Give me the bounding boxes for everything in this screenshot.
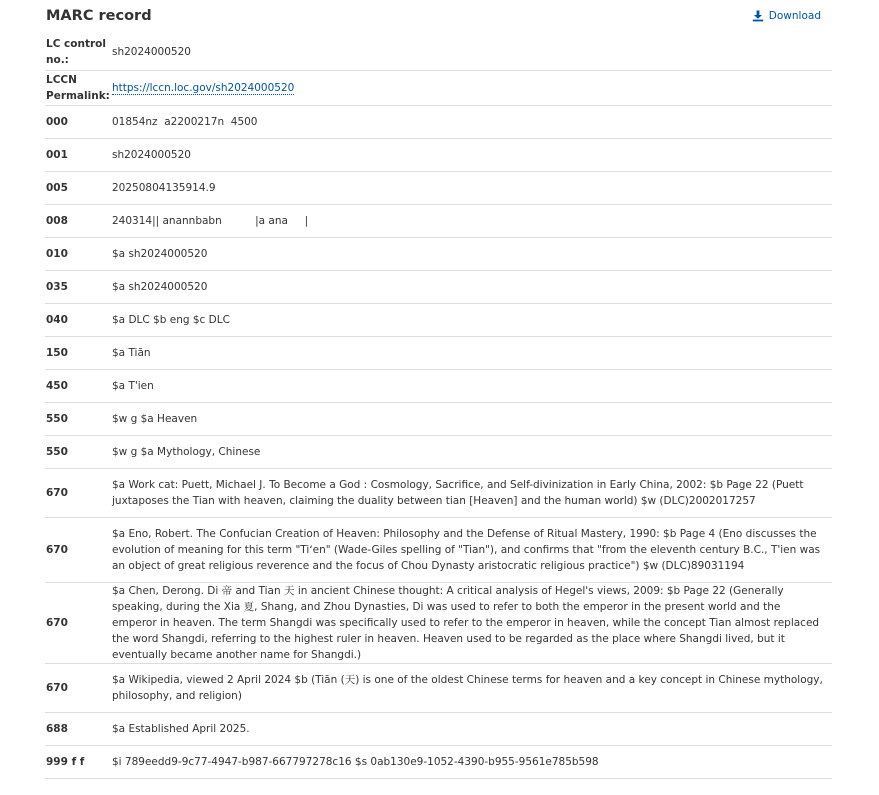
- download-button[interactable]: [752, 10, 821, 22]
- table-row: [45, 270, 832, 303]
- marc-field-value: sh2024000520: [112, 35, 832, 70]
- table-row: [45, 369, 832, 402]
- marc-field-value: $a T'ien: [112, 369, 832, 402]
- marc-field-tag: 999 f f: [45, 745, 112, 778]
- marc-field-tag: 005: [45, 171, 112, 204]
- marc-field-value: $a Chen, Derong. Di 帝 and Tian 天 in ancient Chinese thought: A critical analysis of Hegel's views, 2009: $b Page 22 (Generally speaking, during the Xia 夏, Shang, and Zhou Dynasties, Di was used to refer to both the emperor in the present world and the emperor in heaven. The term Shangdi was specifically used to refer to the emperor in heaven, while the concept Tian almost replaced the word Shangdi, referring to the highest ruler in heaven. Heaven used to be regarded as the place where Shangdi lived, but it eventually became another name for Shangdi.): [112, 582, 832, 663]
- table-row: [45, 745, 832, 778]
- table-row: [45, 237, 832, 270]
- table-row: [45, 303, 832, 336]
- marc-field-tag: 670: [45, 582, 112, 663]
- marc-field-value: [112, 70, 832, 105]
- marc-field-tag: 008: [45, 204, 112, 237]
- marc-field-tag: 670: [45, 517, 112, 582]
- marc-field-value: $w g $a Mythology, Chinese: [112, 435, 832, 468]
- marc-field-value: 01854nz a2200217n 4500: [112, 105, 832, 138]
- marc-field-tag: 150: [45, 336, 112, 369]
- marc-field-tag: 000: [45, 105, 112, 138]
- table-row: [45, 138, 832, 171]
- marc-field-tag: 670: [45, 663, 112, 712]
- permalink-link[interactable]: https://lccn.loc.gov/sh2024000520: [112, 81, 295, 94]
- marc-field-tag: 035: [45, 270, 112, 303]
- marc-field-value: $a Established April 2025.: [112, 712, 832, 745]
- marc-field-value: sh2024000520: [112, 138, 832, 171]
- marc-field-value: $a Tiān: [112, 336, 832, 369]
- marc-field-value: 20250804135914.9: [112, 171, 832, 204]
- marc-field-tag: 010: [45, 237, 112, 270]
- marc-field-tag: 001: [45, 138, 112, 171]
- table-row: [45, 204, 832, 237]
- marc-header: [46, 6, 832, 34]
- table-row: [45, 105, 832, 138]
- marc-field-value: $a Work cat: Puett, Michael J. To Become a God : Cosmology, Sacrifice, and Self-divinization in Early China, 2002: $b Page 22 (Puett juxtaposes the Tian with heaven, claiming the duality between tian [Heaven] and the human world) $w (DLC)2002017257: [112, 468, 832, 517]
- marc-field-value: $a sh2024000520: [112, 270, 832, 303]
- table-row: [45, 70, 832, 105]
- marc-field-tag: 670: [45, 468, 112, 517]
- marc-field-value: $a Eno, Robert. The Confucian Creation of Heaven: Philosophy and the Defense of Ritual Mastery, 1990: $b Page 4 (Eno discusses the evolution of meaning for this term "Tiʻen" (Wade-Giles spelling of "Tian"), and confirms that "from the eleventh century B.C., T'ien was an object of great religious reverence and the focus of Chou Dynasty aristocratic religious practice") $w (DLC)89031194: [112, 517, 832, 582]
- marc-field-value: $w g $a Heaven: [112, 402, 832, 435]
- table-row: [45, 336, 832, 369]
- download-icon: [752, 10, 764, 22]
- marc-field-tag: 688: [45, 712, 112, 745]
- table-row: [45, 402, 832, 435]
- table-row: [45, 468, 832, 517]
- table-row: [45, 35, 832, 70]
- marc-field-tag: 550: [45, 435, 112, 468]
- table-row: [45, 582, 832, 663]
- page-title: MARC record: [46, 8, 152, 24]
- marc-field-tag: LCCN Permalink:: [45, 70, 112, 105]
- marc-field-value: $a DLC $b eng $c DLC: [112, 303, 832, 336]
- marc-table: [45, 35, 832, 779]
- marc-field-value: $a sh2024000520: [112, 237, 832, 270]
- marc-field-tag: 040: [45, 303, 112, 336]
- table-row: [45, 171, 832, 204]
- marc-field-value: 240314|| anannbabn |a ana |: [112, 204, 832, 237]
- marc-field-value: $i 789eedd9-9c77-4947-b987-667797278c16 $s 0ab130e9-1052-4390-b955-9561e785b598: [112, 745, 832, 778]
- table-row: [45, 663, 832, 712]
- marc-field-tag: 450: [45, 369, 112, 402]
- marc-field-tag: LC control no.:: [45, 35, 112, 70]
- marc-field-value: $a Wikipedia, viewed 2 April 2024 $b (Tiān (天) is one of the oldest Chinese terms for heaven and a key concept in Chinese mythology, philosophy, and religion): [112, 663, 832, 712]
- download-label: Download: [768, 10, 821, 22]
- marc-field-tag: 550: [45, 402, 112, 435]
- table-row: [45, 517, 832, 582]
- table-row: [45, 712, 832, 745]
- table-row: [45, 435, 832, 468]
